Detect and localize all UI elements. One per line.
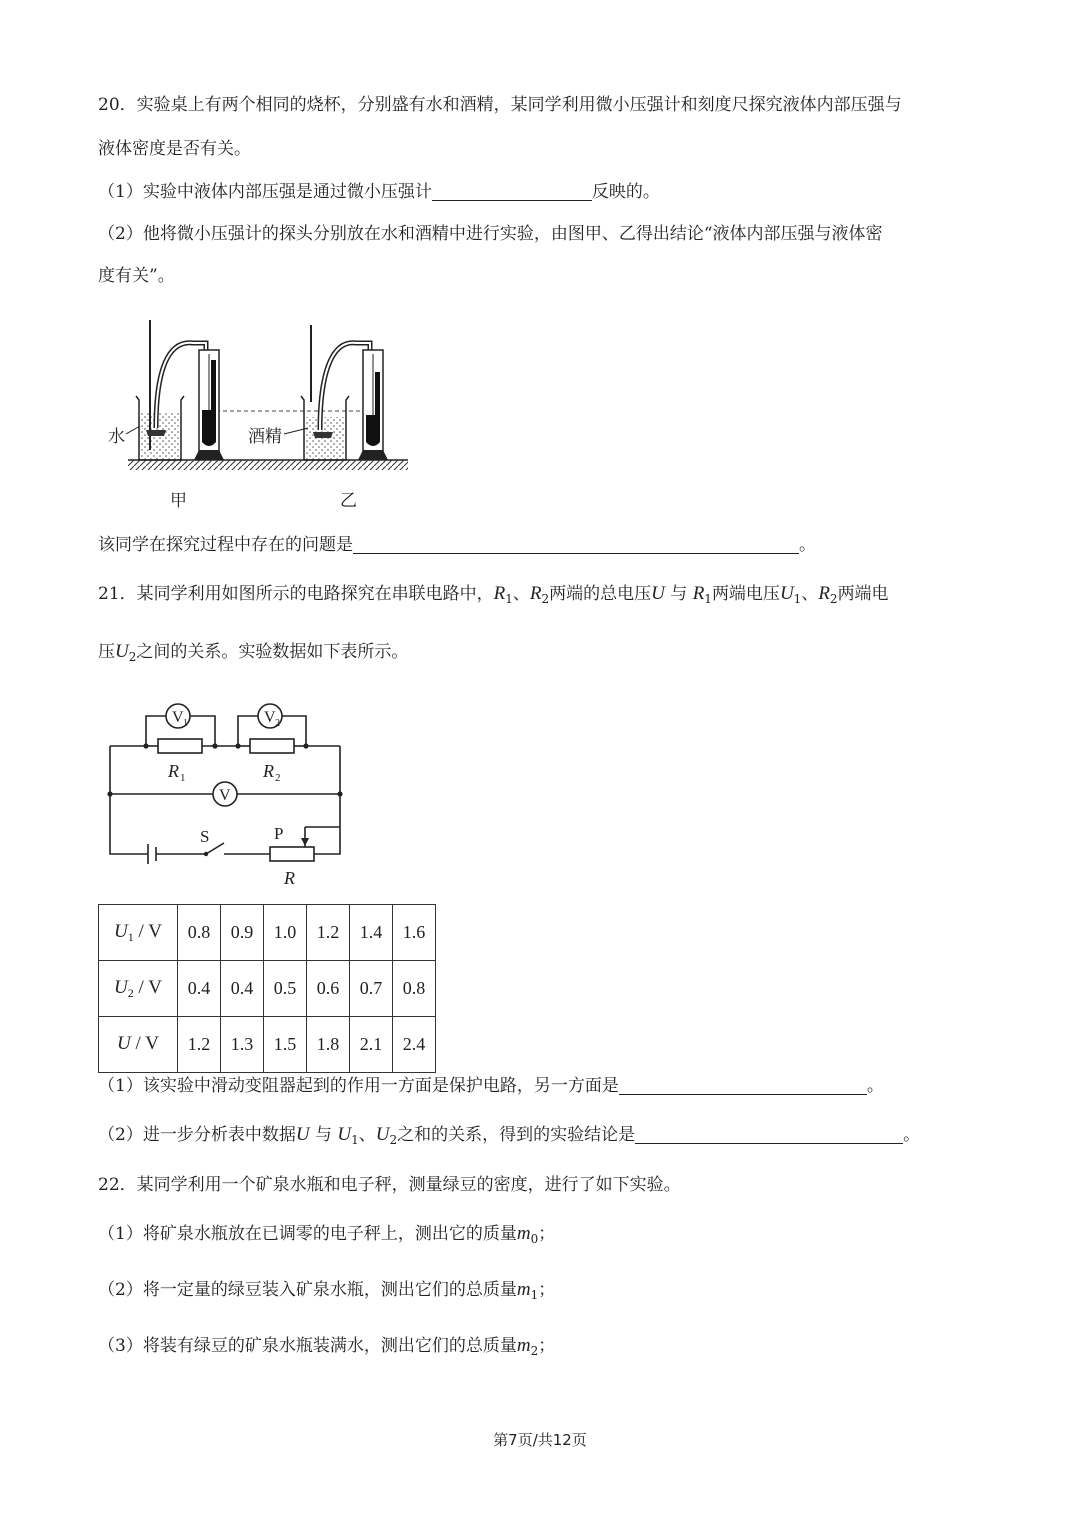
table-cell: 1.3	[221, 1017, 264, 1073]
q20-part2-line2: 度有关”。	[98, 266, 175, 286]
table-cell: 0.8	[178, 905, 221, 961]
svg-text:2: 2	[275, 718, 280, 729]
table-cell: 0.4	[178, 961, 221, 1017]
table-cell: 2.4	[393, 1017, 436, 1073]
table-cell: 2.1	[350, 1017, 393, 1073]
page-footer: 第7页/共12页	[493, 1431, 587, 1449]
svg-text:1: 1	[180, 772, 186, 784]
table-cell: 1.2	[307, 905, 350, 961]
answer-blank[interactable]	[619, 1076, 867, 1095]
table-cell: 1.2	[178, 1017, 221, 1073]
q20-stem-line1: 20．实验桌上有两个相同的烧杯，分别盛有水和酒精，某同学利用微小压强计和刻度尺探究液体内部压强与	[98, 95, 902, 115]
q22-step3: （3）将装有绿豆的矿泉水瓶装满水，测出它们的总质量$m_2$；	[98, 1335, 556, 1358]
q21-stem-line2: 压$U_2$之间的关系。实验数据如下表所示。	[98, 641, 409, 664]
table-cell: 0.5	[264, 961, 307, 1017]
svg-text:R: R	[168, 761, 179, 781]
q22-step1: （1）将矿泉水瓶放在已调零的电子秤上，测出它的质量$m_0$；	[98, 1223, 556, 1246]
table-cell: 0.4	[221, 961, 264, 1017]
svg-text:S: S	[200, 827, 210, 846]
svg-text:1: 1	[183, 718, 188, 729]
row-header: $U_1$ / V	[99, 905, 178, 961]
table-cell: 0.7	[350, 961, 393, 1017]
label-alcohol: 酒精	[248, 427, 282, 447]
svg-text:V: V	[219, 787, 231, 804]
row-header: $U_2$ / V	[99, 961, 178, 1017]
row-header: U / V	[99, 1017, 178, 1073]
q21-part1: （1）该实验中滑动变阻器起到的作用一方面是保护电路，另一方面是 。	[98, 1076, 884, 1096]
table-cell: 1.5	[264, 1017, 307, 1073]
pressure-experiment-figure	[98, 310, 418, 520]
svg-text:R: R	[263, 761, 274, 781]
q22-step2: （2）将一定量的绿豆装入矿泉水瓶，测出它们的总质量$m_1$；	[98, 1279, 556, 1302]
table-cell: 1.4	[350, 905, 393, 961]
q20-problem: 该同学在探究过程中存在的问题是 。	[98, 535, 816, 555]
q20-part2-line1: （2）他将微小压强计的探头分别放在水和酒精中进行实验，由图甲、乙得出结论“液体内部压强与液体密	[98, 224, 883, 244]
svg-text:V: V	[264, 709, 276, 726]
answer-blank[interactable]	[635, 1125, 903, 1144]
table-cell: 0.8	[393, 961, 436, 1017]
q20-stem-line2: 液体密度是否有关。	[98, 139, 251, 159]
table-cell: 0.6	[307, 961, 350, 1017]
table-row	[99, 1017, 436, 1073]
answer-blank[interactable]	[353, 535, 799, 554]
table-cell: 0.9	[221, 905, 264, 961]
circuit-diagram	[100, 696, 360, 896]
voltage-data-table	[98, 904, 436, 1073]
label-water: 水	[108, 427, 125, 447]
table-cell: 1.6	[393, 905, 436, 961]
q21-part2: （2）进一步分析表中数据U 与 $U_1$、$U_2$之和的关系，得到的实验结论是 。	[98, 1124, 921, 1147]
q22-stem: 22．某同学利用一个矿泉水瓶和电子秤，测量绿豆的密度，进行了如下实验。	[98, 1175, 681, 1195]
caption-yi: 乙	[340, 491, 357, 511]
table-row	[99, 905, 436, 961]
q20-part1: （1）实验中液体内部压强是通过微小压强计 反映的。	[98, 182, 660, 202]
table-cell: 1.8	[307, 1017, 350, 1073]
svg-text:2: 2	[275, 772, 281, 784]
svg-text:V: V	[172, 709, 184, 726]
caption-jia: 甲	[170, 491, 187, 511]
q21-stem-line1: 21．某同学利用如图所示的电路探究在串联电路中，$R_1$、$R_2$两端的总电压U 与 $R_1$两端电压$U_1$、$R_2$两端电	[98, 583, 889, 606]
svg-text:R: R	[284, 868, 295, 888]
table-cell: 1.0	[264, 905, 307, 961]
answer-blank[interactable]	[432, 182, 592, 201]
svg-text:P: P	[274, 824, 284, 843]
table-row	[99, 961, 436, 1017]
